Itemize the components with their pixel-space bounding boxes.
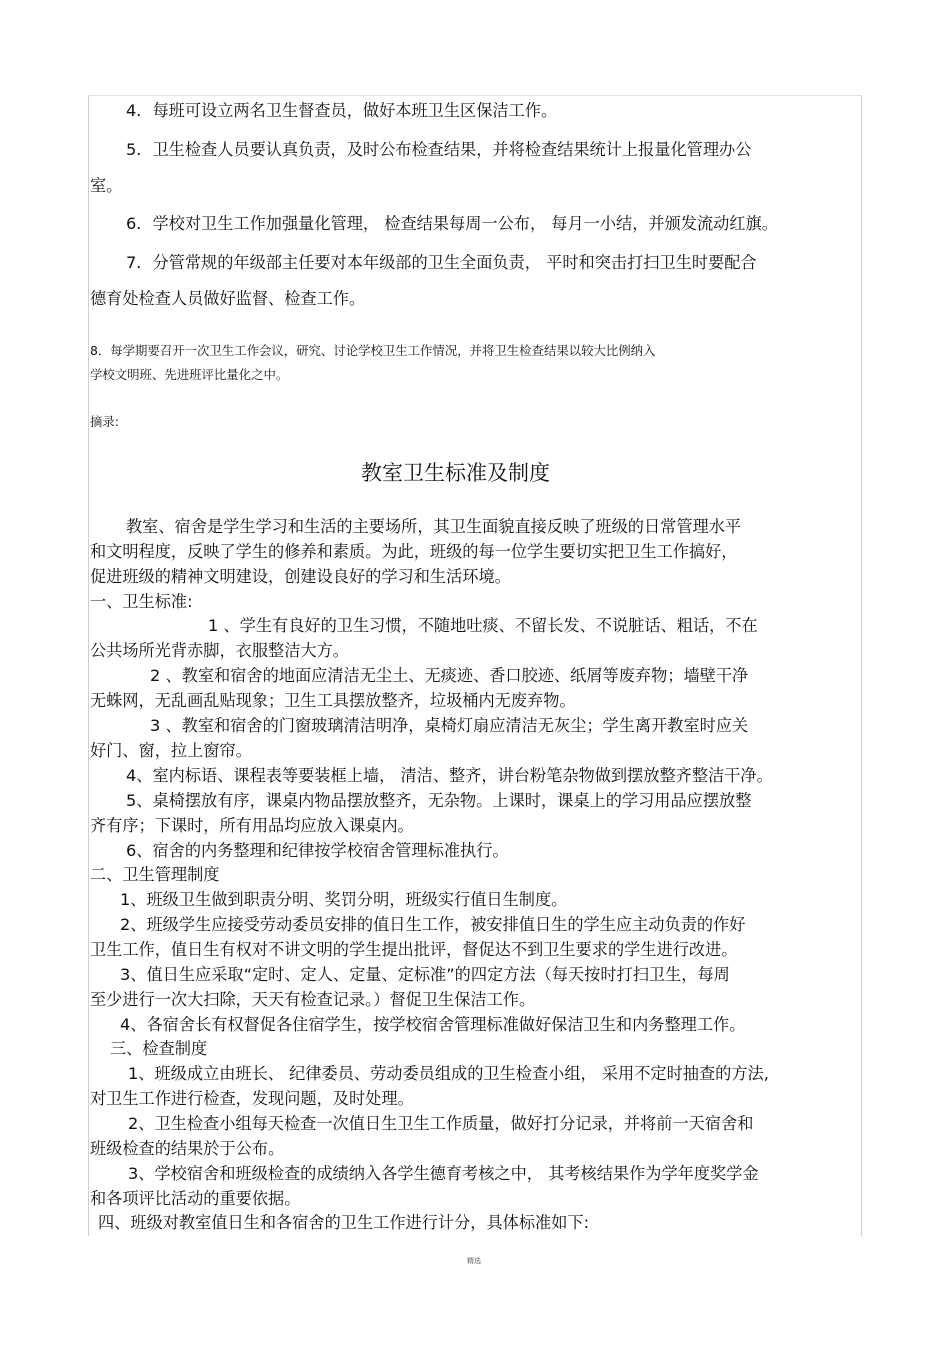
section-1-line: 5、桌椅摆放有序，课桌内物品摆放整齐，无杂物。上课时，课桌上的学习用品应摆放整 <box>126 791 752 810</box>
section-1-line: 6、宿舍的内务整理和纪律按学校宿舍管理标准执行。 <box>126 841 509 860</box>
section-3-line: 3、学校宿舍和班级检查的成绩纳入各学生德育考核之中， 其考核结果作为学年度奖学金 <box>128 1164 759 1183</box>
intro-line-3: 促进班级的精神文明建设，创建设良好的学习和生活环境。 <box>90 567 511 586</box>
intro-line-1: 教室、宿舍是学生学习和生活的主要场所，其卫生面貌直接反映了班级的日常管理水平 <box>126 517 742 536</box>
section-1-line: 2 、教室和宿舍的地面应清洁无尘土、无痰迹、香口胶迹、纸屑等废弃物；墙壁干净 <box>150 666 749 685</box>
section-1-line: 4、室内标语、课程表等要装框上墙， 清洁、整齐，讲台粉笔杂物做到摆放整齐整洁干净。 <box>126 766 773 785</box>
section-2-heading: 二、卫生管理制度 <box>90 865 220 884</box>
item-8-line-1: 8．每学期要召开一次卫生工作会议，研究、讨论学校卫生工作情况，并将卫生检查结果以较大比例纳入 <box>90 343 656 358</box>
section-1-line: 好门、窗，拉上窗帘。 <box>90 741 252 760</box>
section-1-heading: 一、卫生标准: <box>90 592 193 611</box>
section-4-heading: 四、班级对教室值日生和各宿舍的卫生工作进行计分，具体标准如下: <box>98 1213 590 1232</box>
section-2-line: 3、值日生应采取“定时、定人、定量、定标准”的四定方法（每天按时打扫卫生，每周 <box>120 965 730 984</box>
doc-title: 教室卫生标准及制度 <box>361 461 550 485</box>
item-4: 4．每班可设立两名卫生督查员，做好本班卫生区保洁工作。 <box>126 101 558 120</box>
section-3-line: 1、班级成立由班长、 纪律委员、劳动委员组成的卫生检查小组， 采用不定时抽查的方法, <box>128 1064 769 1083</box>
section-2-line: 至少进行一次大扫除，天天有检查记录。）督促卫生保洁工作。 <box>90 990 536 1009</box>
section-1-line: 齐有序；下课时，所有用品均应放入课桌内。 <box>90 816 414 835</box>
section-2-line: 2、班级学生应接受劳动委员安排的值日生工作，被安排值日生的学生应主动负责的作好 <box>120 915 746 934</box>
section-2-line: 4、各宿舍长有权督促各住宿学生，按学校宿舍管理标准做好保洁卫生和内务整理工作。 <box>120 1015 746 1034</box>
footer-label: 精选 <box>467 1257 481 1265</box>
section-3-line: 班级检查的结果於于公布。 <box>90 1139 285 1158</box>
item-7-line-2: 德育处检查人员做好监督、检查工作。 <box>90 289 366 308</box>
item-8-line-2: 学校文明班、先进班评比量化之中。 <box>90 367 289 382</box>
section-1-line: 1 、学生有良好的卫生习惯，不随地吐痰、不留长发、不说脏话、粗话，不在 <box>208 616 758 635</box>
intro-line-2: 和文明程度，反映了学生的修养和素质。为此，班级的每一位学生要切实把卫生工作搞好， <box>90 542 738 561</box>
item-7-line-1: 7．分管常规的年级部主任要对本年级部的卫生全面负责， 平时和突击打扫卫生时要配合 <box>126 253 757 272</box>
excerpt-label: 摘录: <box>90 414 119 429</box>
section-1-line: 3 、教室和宿舍的门窗玻璃清洁明净，桌椅灯扇应清洁无灰尘；学生离开教室时应关 <box>150 716 749 735</box>
section-3-heading: 三、检查制度 <box>110 1039 208 1058</box>
section-2-line: 卫生工作，值日生有权对不讲文明的学生提出批评，督促达不到卫生要求的学生进行改进。 <box>90 940 738 959</box>
item-5-line-1: 5．卫生检查人员要认真负责，及时公布检查结果，并将检查结果统计上报量化管理办公 <box>126 140 752 159</box>
section-3-line: 2、卫生检查小组每天检查一次值日生卫生工作质量，做好打分记录，并将前一天宿舍和 <box>128 1114 754 1133</box>
section-1-line: 公共场所光背赤脚，衣服整洁大方。 <box>90 641 349 660</box>
section-3-line: 对卫生工作进行检查，发现问题，及时处理。 <box>90 1089 414 1108</box>
section-3-line: 和各项评比活动的重要依据。 <box>90 1189 301 1208</box>
section-1-line: 无蛛网，无乱画乱贴现象；卫生工具摆放整齐，垃圾桶内无废弃物。 <box>90 691 576 710</box>
section-2-line: 1、班级卫生做到职责分明、奖罚分明，班级实行值日生制度。 <box>120 890 568 909</box>
item-5-line-2: 室。 <box>90 176 123 195</box>
item-6: 6．学校对卫生工作加强量化管理， 检查结果每周一公布， 每月一小结，并颁发流动红旗。 <box>126 214 778 233</box>
